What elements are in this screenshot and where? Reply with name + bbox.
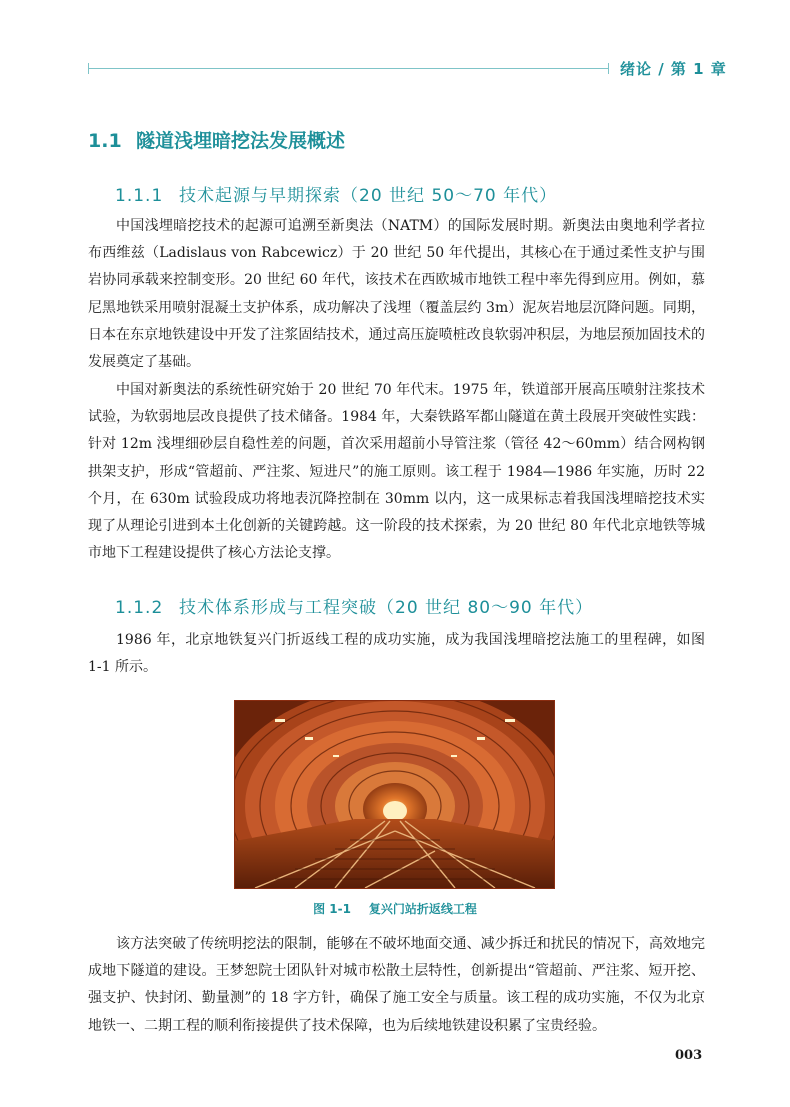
paragraph-3: 1986 年，北京地铁复兴门折返线工程的成功实施，成为我国浅埋暗挖法施工的里程碑，如图 1-1 所示。 xyxy=(88,632,705,676)
section-title: 隧道浅埋暗挖法发展概述 xyxy=(136,130,346,152)
page-number: 003 xyxy=(675,1048,703,1063)
figure-number: 图 1-1 xyxy=(313,902,351,916)
paragraph-2: 中国对新奥法的系统性研究始于 20 世纪 70 年代末。1975 年，铁道部开展高压喷射注浆技术试验，为软弱地层改良提供了技术储备。1984 年，大秦铁路军都山隧道在黄土段展开突破性实践：针对 12m 浅埋细砂层自稳性差的问题，首次采用超前小导管注浆（管径 42～60mm）结合网构钢拱架支护，形成“管超前、严注浆、短进尺”的施工原则。该工程于 1984—1986 年实施，历时 22 个月，在 630m 试验段成功将地表沉降控制在 30mm 以内，这一成果标志着我国浅埋暗挖技术实现了从理论引进到本土化创新的关键跨越。这一阶段的技术探索，为 20 世纪 80 年代北京地铁等城市地下工程建设提供了核心方法论支撑。 xyxy=(88,382,705,562)
subsection-heading-2 xyxy=(115,593,593,618)
section-heading xyxy=(88,126,345,153)
paragraph-1: 中国浅埋暗挖技术的起源可追溯至新奥法（NATM）的国际发展时期。新奥法由奥地利学者拉布西维兹（Ladislaus von Rabcewicz）于 20 世纪 50 年代提出，其核心在于通过柔性支护与围岩协同承载来控制变形。20 世纪 60 年代，该技术在西欧城市地铁工程中率先得到应用。例如，慕尼黑地铁采用喷射混凝土支护体系，成功解决了浅埋（覆盖层约 3m）泥灰岩地层沉降问题。同期，日本在东京地铁建设中开发了注浆固结技术，通过高压旋喷桩改良软弱冲积层，为地层预加固技术的发展奠定了基础。 xyxy=(88,218,705,371)
header-rule-tick-right xyxy=(608,63,609,74)
subsection-heading-1 xyxy=(115,181,557,206)
figure-caption xyxy=(0,900,790,917)
running-header: 绪论 / 第 1 章 xyxy=(620,60,727,78)
subsection-title: 技术体系形成与工程突破（20 世纪 80～90 年代） xyxy=(179,598,594,618)
tunnel-photo xyxy=(234,700,555,889)
figure-title: 复兴门站折返线工程 xyxy=(368,902,477,916)
paragraph-4: 该方法突破了传统明挖法的限制，能够在不破坏地面交通、减少拆迁和扰民的情况下，高效地完成地下隧道的建设。王梦恕院士团队针对城市松散土层特性，创新提出“管超前、严注浆、短开挖、强支护、快封闭、勤量测”的 18 字方针，确保了施工安全与质量。该工程的成功实施，不仅为北京地铁一、二期工程的顺利衔接提供了技术保障，也为后续地铁建设积累了宝贵经验。 xyxy=(88,936,705,1034)
header-rule-tick-left xyxy=(88,63,89,74)
section-number: 1.1 xyxy=(88,130,122,152)
subsection-title: 技术起源与早期探索（20 世纪 50～70 年代） xyxy=(179,186,558,206)
subsection-number: 1.1.1 xyxy=(115,186,164,206)
header-rule xyxy=(88,68,608,69)
subsection-number: 1.1.2 xyxy=(115,598,164,618)
